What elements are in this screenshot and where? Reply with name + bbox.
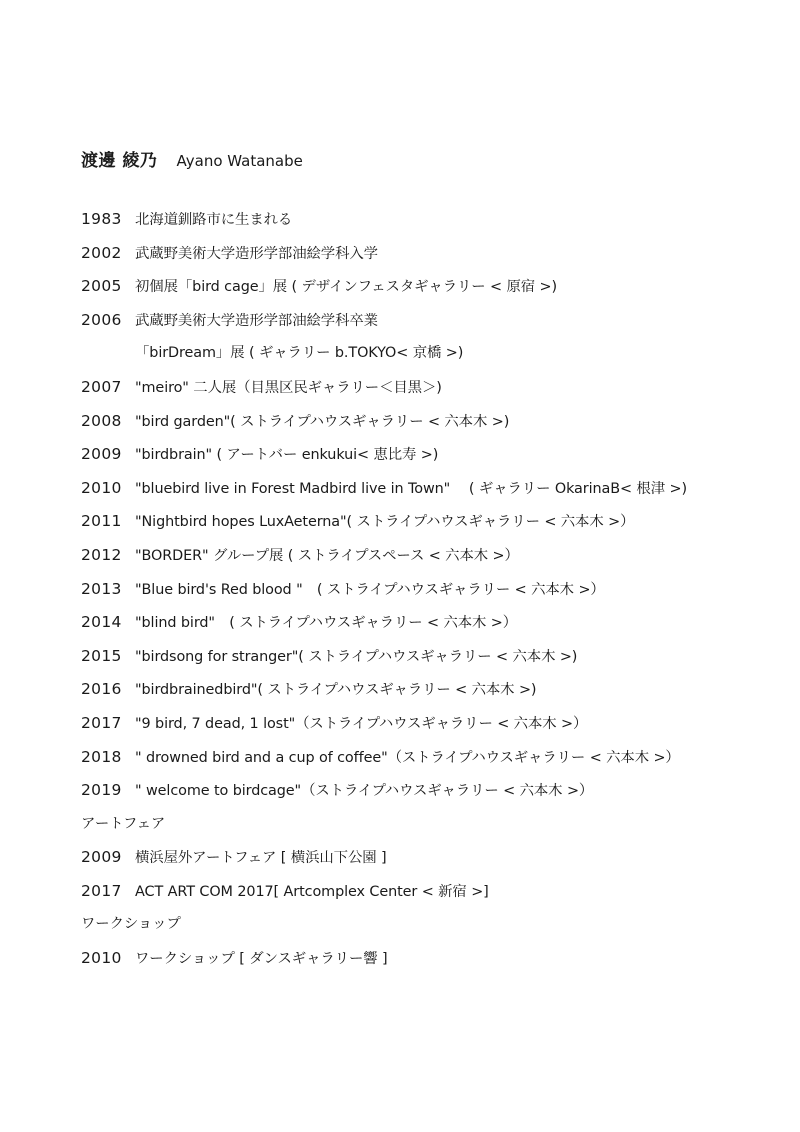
bio-entry: [81, 774, 786, 808]
entry-text: "birdbrain" ( アートバー enkukui< 恵比寿 >): [135, 447, 439, 464]
entry-text: 武蔵野美術大学造形学部油絵学科卒業: [135, 312, 378, 329]
entry-year: 2016: [81, 680, 122, 699]
entry-text: 武蔵野美術大学造形学部油絵学科入学: [135, 245, 378, 262]
bio-entry: [81, 237, 786, 271]
entry-year: 2018: [81, 747, 122, 766]
entry-year: 2010: [81, 949, 122, 968]
bio-entry: [81, 640, 786, 674]
bio-entry: [81, 270, 786, 304]
bio-entry: [81, 573, 786, 607]
entry-year: 2012: [81, 545, 122, 564]
entry-text: 北海道釧路市に生まれる: [135, 212, 293, 228]
entry-text: 「birDream」展 ( ギャラリー b.TOKYO< 京橋 >): [135, 345, 464, 362]
bio-entry: [81, 741, 786, 775]
entry-text: "BORDER" グループ展 ( ストライプスペース < 六本木 >）: [135, 547, 519, 564]
bio-entry: [81, 472, 786, 506]
entry-text: " drowned bird and a cup of coffee"（ストライプハウスギャラリー < 六本木 >）: [135, 749, 680, 766]
entry-text: "blind bird" ( ストライプハウスギャラリー < 六本木 >）: [135, 615, 518, 632]
entry-text: "9 bird, 7 dead, 1 lost"（ストライプハウスギャラリー < 六本木 >）: [135, 715, 588, 732]
bio-entry: [81, 539, 786, 573]
entry-text: "meiro" 二人展（目黒区民ギャラリー＜目黒＞): [135, 379, 442, 396]
bio-entry: [81, 606, 786, 640]
entry-year: 2009: [81, 848, 122, 867]
workshop-heading: ワークショップ: [81, 916, 181, 933]
entry-text: "birdsong for stranger"( ストライプハウスギャラリー < 六本木 >): [135, 648, 578, 665]
entry-year: 2009: [81, 445, 122, 464]
entry-year: 2019: [81, 781, 122, 800]
biography-list: [81, 203, 786, 976]
bio-entry: [81, 304, 786, 338]
art-fair-entry: [81, 875, 786, 909]
entry-year: 2007: [81, 377, 122, 396]
entry-text: " welcome to birdcage"（ストライプハウスギャラリー < 六本木 >）: [135, 783, 594, 800]
bio-entry: [81, 203, 786, 237]
entry-text: "Blue bird's Red blood " ( ストライプハウスギャラリー < 六本木 >）: [135, 581, 605, 598]
artist-name-english: Ayano Watanabe: [176, 152, 303, 170]
entry-year: 1983: [81, 210, 122, 228]
entry-text: ワークショップ [ ダンスギャラリー響 ]: [135, 951, 388, 968]
entry-text: "bluebird live in Forest Madbird live in Town" ( ギャラリー OkarinaB< 根津 >): [135, 480, 687, 497]
entry-text: "Nightbird hopes LuxAeterna"( ストライプハウスギャラリー < 六本木 >）: [135, 514, 635, 531]
entry-year: 2005: [81, 277, 122, 296]
entry-text: 初個展「bird cage」展 ( デザインフェスタギャラリー < 原宿 >): [135, 279, 558, 296]
entry-text: "bird garden"( ストライプハウスギャラリー < 六本木 >): [135, 413, 510, 430]
bio-entry: [81, 337, 786, 371]
art-fair-entry: [81, 841, 786, 875]
artist-name-line: [81, 146, 303, 171]
entry-year: 2014: [81, 613, 122, 632]
entry-year: 2011: [81, 512, 122, 531]
art-fair-heading: アートフェア: [81, 815, 166, 832]
entry-year: 2006: [81, 310, 122, 329]
bio-entry: [81, 438, 786, 472]
entry-year: 2017: [81, 713, 122, 732]
entry-year: 2002: [81, 243, 122, 262]
artist-name-japanese: 渡邊 綾乃: [81, 151, 158, 171]
entry-year: 2013: [81, 579, 122, 598]
entry-year: 2017: [81, 881, 122, 900]
bio-entry: [81, 371, 786, 405]
bio-entry: [81, 673, 786, 707]
entry-year: 2008: [81, 411, 122, 430]
entry-year: 2015: [81, 646, 122, 665]
bio-entry: [81, 505, 786, 539]
bio-entry: [81, 707, 786, 741]
entry-text: "birdbrainedbird"( ストライプハウスギャラリー < 六本木 >): [135, 682, 537, 699]
bio-entry: [81, 405, 786, 439]
entry-text: 横浜屋外アートフェア [ 横浜山下公園 ]: [135, 850, 387, 867]
entry-text: ACT ART COM 2017[ Artcomplex Center < 新宿 >]: [135, 883, 489, 900]
workshop-entry: [81, 942, 786, 976]
entry-year: 2010: [81, 478, 122, 497]
